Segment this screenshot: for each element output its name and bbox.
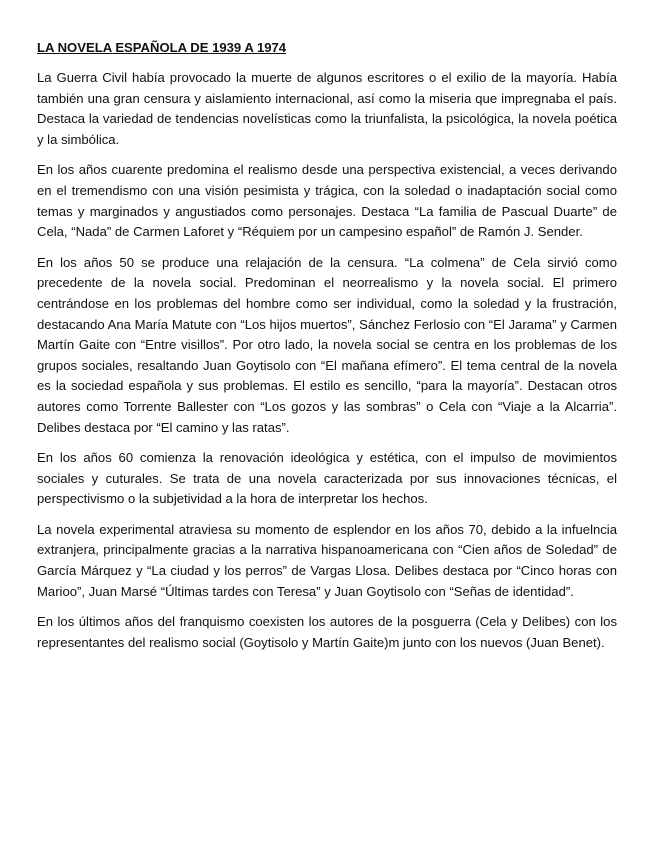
paragraph-anos-60: En los años 60 comienza la renovación ideológica y estética, con el impulso de movimientos sociales y cuturales. Se trata de una novela caracterizada por sus innovaciones técnicas, el perspectivismo o la subjetividad a la hora de interpretar los hechos. xyxy=(37,450,617,507)
paragraph-anos-70: La novela experimental atraviesa su momento de esplendor en los años 70, debido a la infuelncia extranjera, principalmente gracias a la narrativa hispanoamericana con “Cien años de Soledad” de García Márquez y “La ciudad y los perros” de Vargas Llosa. Delibes destaca por “Cinco horas con Marioo”, Juan Marsé “Últimas tardes con Teresa” y Juan Goytisolo con “Señas de identidad”. xyxy=(37,521,617,599)
document-title: LA NOVELA ESPAÑOLA DE 1939 A 1974 xyxy=(37,40,287,55)
document-page xyxy=(37,38,617,663)
paragraph-posguerra: La Guerra Civil había provocado la muerte de algunos escritores o el exilio de la mayoría. Había también una gran censura y aislamiento internacional, así como la miseria que impregnaba el país. Destaca la variedad de tendencias novelísticas como la triunfalista, la psicológica, la novela poética y la simbólica. xyxy=(37,70,617,147)
paragraph-franquismo: En los últimos años del franquismo coexisten los autores de la posguerra (Cela y Delibes) con los representantes del realismo social (Goytisolo y Martín Gaite)m junto con los nuevos (Juan Benet). xyxy=(37,614,617,650)
paragraph-anos-50: En los años 50 se produce una relajación de la censura. “La colmena” de Cela sirvió como precedente de la novela social. Predominan el neorrealismo y la novela social. El primero centrándose en los problemas del hombre como ser individual, como la soledad y la frustración, destacando Ana María Matute con “Los hijos muertos”, Sánchez Ferlosio con “El Jarama” y Carmen Martín Gaite con “Entre visillos”. Por otro lado, la novela social se centra en los problemas de los grupos sociales, resaltando Juan Goytisolo con “El mañana efímero”. El tema central de la novela es la sociedad española y sus problemas. El estilo es sencillo, “para la mayoría”. Destacan otros autores como Torrente Ballester con “Los gozos y las sombras” o Cela con “Viaje a la Alcarria”. Delibes destaca por “El camino y las ratas”. xyxy=(37,254,617,435)
paragraph-anos-40: En los años cuarente predomina el realismo desde una perspectiva existencial, a veces derivando en el tremendismo con una visión pesimista y trágica, con la soledad o inadaptación social como temas y marginados y angustiados como personajes. Destaca “La familia de Pascual Duarte” de Cela, “Nada” de Carmen Laforet y “Réquiem por un campesino español” de Ramón J. Sender. xyxy=(37,162,617,240)
